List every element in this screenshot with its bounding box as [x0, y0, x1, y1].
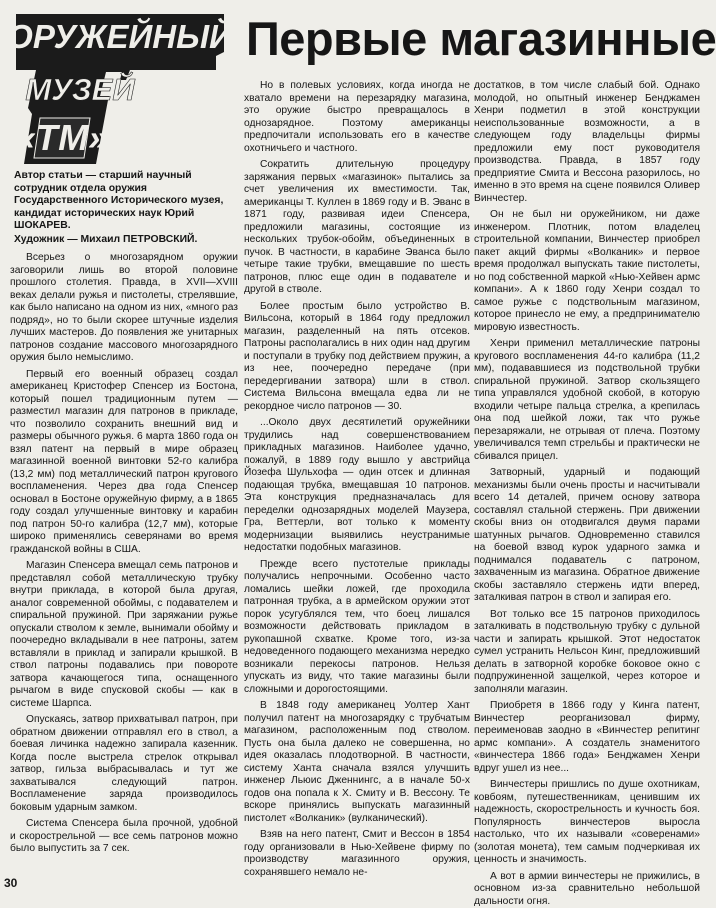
- article-paragraph: Система Спенсера была прочной, удобной и скорострельной — все семь патронов можно было выпустить за 7 сек.: [10, 818, 238, 856]
- text-column-3: [474, 80, 700, 888]
- article-credits: [14, 170, 238, 248]
- logo-line2: МУЗЕЙ: [25, 71, 135, 107]
- article-paragraph: Всерьез о многозарядном оружии заговорили лишь во второй половине прошлого столетия. Правда, в XVII—XVIII веках делали ружья и пистолеты, стрелявшие, как было написано на одном из них, «много раз подряд», но то были скорее штучные изделия лучших мастеров. До появления же унитарных патронов создание массового многозарядного оружия было немыслимо.: [10, 252, 238, 365]
- article-paragraph: Затворный, ударный и подающий механизмы были очень просты и насчитывали всего 14 деталей, причем основу затвора составлял стальной стержень. При движении скобы вниз он отодвигался двумя парами шатунных рычагов. Одновременно ставился на боевой взвод курок ударного замка и поднимался подаватель с патроном, захваченным из магазина. Обратное движение скобы заставляло стержень идти вперед, заталкивая патрон в ствол и запирая его.: [474, 467, 700, 605]
- logo-line3: «ТМ»: [16, 117, 108, 158]
- artist-credit: Художник — Михаил ПЕТРОВСКИЙ.: [14, 234, 238, 247]
- article-paragraph: Приобретя в 1866 году у Кинга патент, Винчестер реорганизовал фирму, переименовав заодно в «Винчестер репитинг армс компани». А создатель знаменитого «винчестера 1866 года» Бенджамен Хенри вдруг ушел из нее...: [474, 700, 700, 775]
- article-paragraph: Прежде всего пустотелые приклады получались непрочными. Особенно часто ломались шейки ложей, где проходила патронная трубка, а в армейском оружии этот порок усугублялся тем, что боец лишался возможности действовать прикладом в рукопашной схватке. Кроме того, из-за недоведенного подающего механизма нередко возникали перекосы патронов. Нельзя упускать из виду, что такие магазины были сложными и дорогостоящими.: [244, 559, 470, 697]
- article-paragraph: Он не был ни оружейником, ни даже инженером. Плотник, потом владелец строительной компании, Винчестер приобрел пакет акций фирмы «Волканик» и первое время продолжал выпускать такие пистолеты, но под собственной маркой «Нью-Хейвен армс компани». А к 1860 году Хенри создал то самое ружье с подствольным магазином, которое принесло не ему, а предпринимателю мировую известность.: [474, 209, 700, 334]
- museum-logo: [10, 8, 232, 168]
- article-paragraph: Сократить длительную процедуру заряжания первых «магазинок» пытались за счет увеличения их вместимости. Так, американцы Т. Куллен в 1869 году и В. Эванс в 1871 году, развивая идеи Спенсера, предложили магазины, состоящие из нескольких трубок-обойм, объединенных в пучок. В частности, в карабине Эванса было четыре такие трубки, вмещавшие по шесть патронов, плюс еще один в подавателе и другой в стволе.: [244, 159, 470, 297]
- article-paragraph: Взяв на него патент, Смит и Вессон в 1854 году организовали в Нью-Хейвене фирму по производству магазинного оружия, сохранявшего немало не-: [244, 829, 470, 879]
- article-paragraph: В 1848 году американец Уолтер Хант получил патент на многозарядку с трубчатым магазином, расположенным под стволом. Пусть она была далеко не совершенна, но идея оказалась плодотворной. В частности, систему Ханта сначала взялся улучшить инженер Льюис Дженнингс, а в начале 50-х годов она попала к Х. Смиту и В. Вессону. Те вскоре принялись выпускать магазинный пистолет «Волканик» (вулканический).: [244, 700, 470, 825]
- article-paragraph: достатков, в том числе слабый бой. Однако молодой, но опытный инженер Бенджамен Хенри подметил в этой конструкции неиспользованные возможности, а в следующем году владельцы фирмы предложили ему пост руководителя производства. Правда, в 1857 году предприятие Смита и Вессона разорилось, но именно в это время на сцене появился Оливер Винчестер.: [474, 80, 700, 205]
- article-paragraph: Винчестеры пришлись по душе охотникам, ковбоям, путешественникам, ценившим их надежность, скорострельность и кучность боя. Популярность винчестеров выросла настолько, что их называли «соверенами» (золотая монета), тем самым подчеркивая их ценность и значимость.: [474, 779, 700, 867]
- article-paragraph: Опускаясь, затвор прихватывал патрон, при обратном движении отправлял его в ствол, а боевая личинка надежно запирала казенник. Когда после выстрела стрелок открывал затвор, гильза выбрасывалась и тут же захватывался следующий патрон. Воспламенение заряда производилось боковым ударным замком.: [10, 714, 238, 814]
- logo-line1: ОРУЖЕЙНЫЙ: [7, 17, 234, 55]
- text-column-2: [244, 80, 470, 888]
- article-paragraph: Более простым было устройство В. Вильсона, который в 1864 году предложил магазин, разделенный на пять отсеков. Патроны располагались в них один над другим и поступали в трубку под действием пружин, а из нее, поочередно передаче (при передергивании затвора) шли в ствол. Система Вильсона вмещала едва ли не рекордное число патронов — 30.: [244, 301, 470, 414]
- pistol-logo-graphic: [10, 8, 232, 168]
- page-number: 30: [4, 876, 17, 890]
- author-credit: Автор статьи — старший научный сотрудник отдела оружия Государственного Исторического музея, кандидат исторических наук Юрий ШОКАРЕВ.: [14, 170, 238, 233]
- article-paragraph: Первый его военный образец создал американец Кристофер Спенсер из Бостона, который пошел традиционным путем — разместил магазин для патронов в прикладе, что позволило сохранить внешний вид и размеры обычного ружья. 6 марта 1860 года он взял патент на первый в мире образец магазинной военной винтовки 52-го калибра (13,2 мм) под металлический патрон кругового воспламенения. Через два года Спенсер основал в Бостоне оружейную фирму, а в 1865 году создал улучшенные винтовку и карабин под патрон 50-го калибра (12,7 мм), которые широко применялись северянами во время гражданской войны в США.: [10, 369, 238, 557]
- article-paragraph: Вот только все 15 патронов приходилось заталкивать в подствольную трубку с дульной части и запирать крышкой. Этот недостаток сумел устранить Нельсон Кинг, предложивший делать в затворной коробке боковое окно с подпружиненной защелкой, через которое и заполняли магазин.: [474, 609, 700, 697]
- article-paragraph: Хенри применил металлические патроны кругового воспламенения 44-го калибра (11,2 мм), подававшиеся из подствольной трубки спиральной пружиной. Затвор скользящего типа управлялся удобной скобой, в которую входили четыре пальца стрелка, а крепилась она под шейкой ложи, так что ружье перезаряжали, не отрывая от плеча. Поэтому увеличивался темп стрельбы и практически не сбивался прицел.: [474, 338, 700, 463]
- article-title: Первые магазинные: [246, 12, 701, 66]
- article-paragraph: Но в полевых условиях, когда иногда не хватало времени на перезарядку магазина, это оружие быстро превращалось в однозарядное. Поэтому американцы предпочитали использовать его в качестве охотничьего и частного.: [244, 80, 470, 155]
- text-column-1: [10, 252, 238, 888]
- article-paragraph: Магазин Спенсера вмещал семь патронов и представлял собой металлическую трубку внутри приклада, в которой была другая, аналог современной обоймы, с подавателем и спиральной пружиной. При заряжании ружье опускали стволом к земле, вынимали обойму и поочередно вкладывали в нее патроны, затем вставляли в приклад и запирали крышкой. В ствол патроны подавались при повороте затвора качающегося типа, оснащенного рычагом в виде спусковой скобы — как в системе Шарпса.: [10, 560, 238, 710]
- article-paragraph: ...Около двух десятилетий оружейники трудились над совершенствованием прикладных магазинов. Наиболее удачно, пожалуй, в 1889 году вышло у австрийца Йозефа Шульхофа — один отсек и длинная подающая трубка, вмещавшая 10 патронов. Эта конструкция предназначалась для переделки однозарядных моделей Маузера, Гра, Веттерли, вот только к моменту модернизации выявились неустранимые недостатки подобных магазинов.: [244, 417, 470, 555]
- article-paragraph: А вот в армии винчестеры не прижились, в основном из-за сравнительно небольшой дальности огня.: [474, 871, 700, 908]
